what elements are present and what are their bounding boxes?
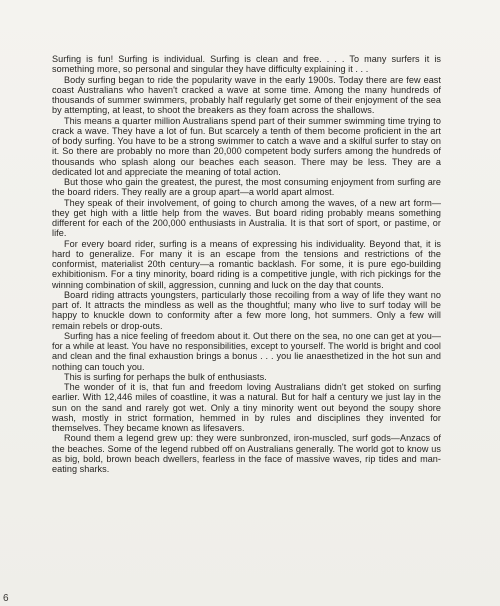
page-number: 6 bbox=[3, 593, 9, 604]
paragraph-youngsters: Board riding attracts youngsters, particularly those recoiling from a way of life they want no part of. It attracts the mindless as well as the thoughtful; many who live to surf today will be happy to knuckle down to conformity after a few more long, hot summers. Only a few will remain rebels or drop-outs. bbox=[52, 289, 441, 331]
paragraph-involvement: They speak of their involvement, of going to church among the waves, of a new art form—they get high with a little help from the waves. But board riding probably means something different for each of the 200,000 enthusiasts in Australia. It is that sort of sport, or pastime, or life. bbox=[52, 197, 441, 239]
paragraph-body-surfing: Body surfing began to ride the popularity wave in the early 1900s. Today there are few east coast Australians who haven't cracked a wave at some time. Among the many hundreds of thousands of summer swimmers, probably half regularly get some of their enjoyment of the sea by attempting, at least, to shoot the breakers as they foam across the shallows. bbox=[52, 74, 441, 116]
paragraph-legend: Round them a legend grew up: they were sunbronzed, iron-muscled, surf gods—Anzacs of the beaches. Some of the legend rubbed off on Australians generally. The world got to know us as big, bold, brown beach dwellers, fearless in the face of massive waves, rip tides and man-eating sharks. bbox=[52, 433, 441, 474]
body-text bbox=[52, 54, 441, 474]
paragraph-quarter-million: This means a quarter million Australians spend part of their summer swimming time trying to crack a wave. They have a lot of fun. But scarcely a tenth of them become proficient in the art of body surfing. You have to be a strong swimmer to catch a wave and a skilful surfer to stay on it. So there are probably no more than 20,000 competent body surfers among the hundreds of thousands who splash along our beaches each season. There may be less. They are a dedicated lot and appreciate the meaning of total action. bbox=[52, 115, 441, 177]
paragraph-wonder: The wonder of it is, that fun and freedom loving Australians didn't get stoked on surfing earlier. With 12,446 miles of coastline, it was a natural. But for half a century we just lay in the sun on the sand and rarely got wet. Only a tiny minority went out beyond the soupy shore wash, mostly in strict formation, hemmed in by rules and disciplines they invented for themselves. They became known as lifesavers. bbox=[52, 382, 441, 433]
paragraph-board-riders: But those who gain the greatest, the purest, the most consuming enjoyment from surfing are the board riders. They really are a group apart—a world apart almost. bbox=[52, 177, 441, 198]
paragraph-individuality: For every board rider, surfing is a means of expressing his individuality. Beyond that, it is hard to generalize. For many it is an escape from the tensions and restrictions of the conformist, materialist 20th century—a romantic backlash. For some, it is pure ego-building exhibitionism. For a tiny minority, board riding is a competitive jungle, with rich pickings for the winning combination of skill, aggression, cunning and luck on the day that counts. bbox=[52, 238, 441, 290]
paragraph-bulk: This is surfing for perhaps the bulk of enthusiasts. bbox=[64, 371, 267, 382]
paragraph-freedom: Surfing has a nice feeling of freedom about it. Out there on the sea, no one can get at you—for a while at least. You have no responsibilities, except to yourself. The world is bright and cool and clean and the final exhaustion brings a bonus . . . you lie anaesthetized in the hot sun and nothing can touch you. bbox=[52, 330, 441, 372]
paragraph-intro: Surfing is fun! Surfing is individual. Surfing is clean and free. . . . To many surfers it is something more, so personal and singular they have difficulty explaining it . . . bbox=[52, 54, 441, 75]
